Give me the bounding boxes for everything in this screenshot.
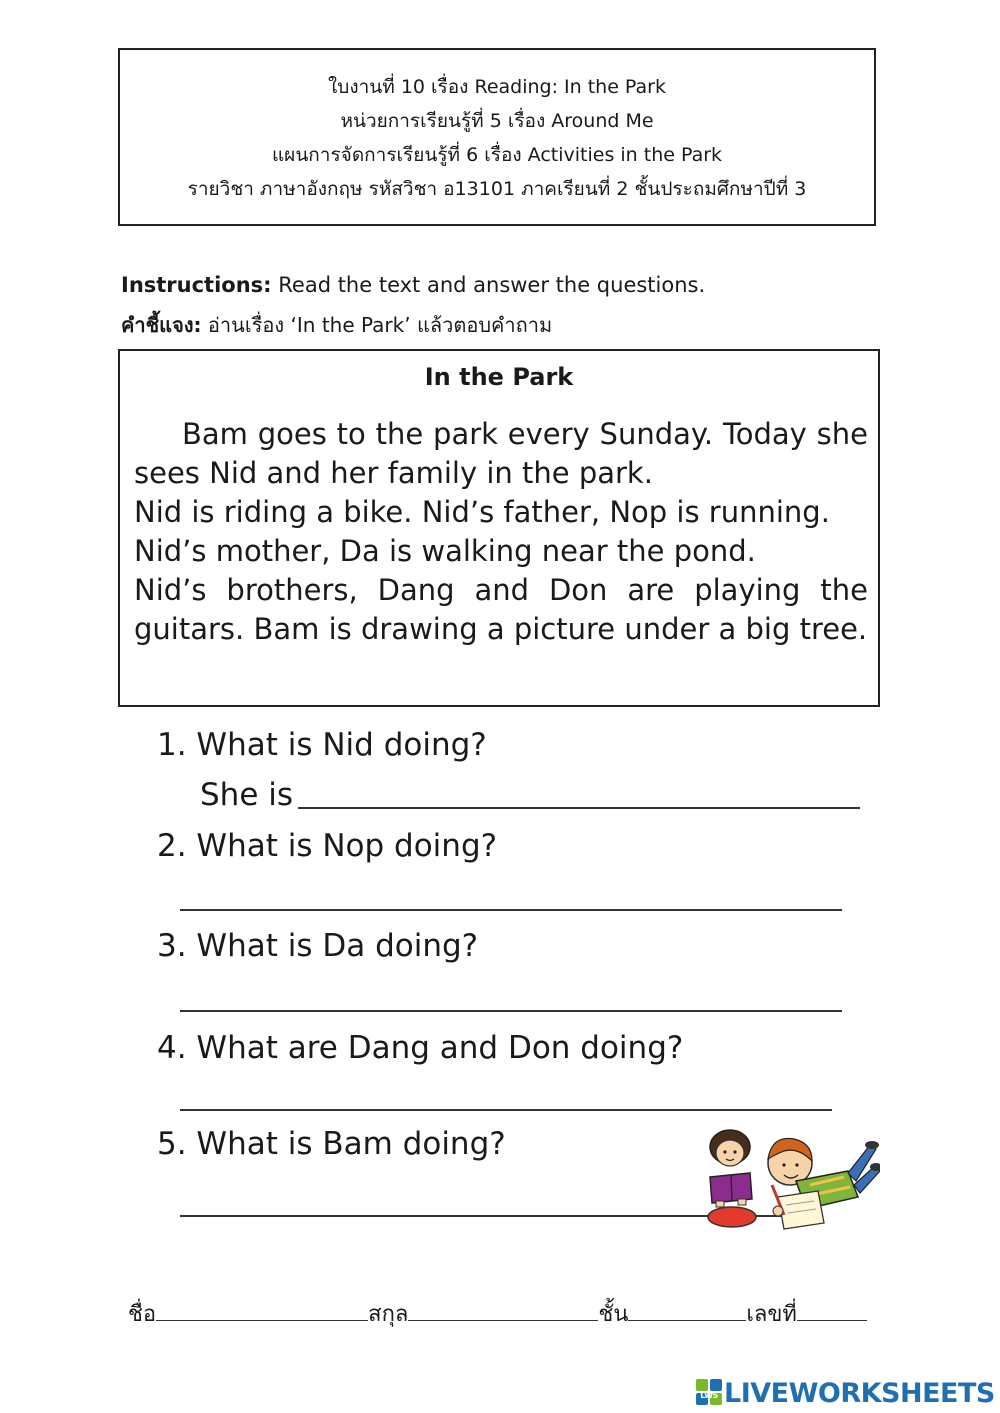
question-4: 4. What are Dang and Don doing?: [157, 1030, 684, 1066]
instructions-english: [121, 273, 705, 297]
surname-label: สกุล: [368, 1302, 409, 1327]
instructions-en-text: Read the text and answer the questions.: [271, 273, 706, 297]
question-1: 1. What is Nid doing?: [157, 727, 487, 763]
number-label: เลขที่: [746, 1302, 797, 1327]
header-line-2: หน่วยการเรียนรู้ที่ 5 เรื่อง Around Me: [340, 110, 654, 132]
number-field[interactable]: [797, 1300, 867, 1321]
question-2: 2. What is Nop doing?: [157, 828, 498, 864]
answer-4-line[interactable]: [180, 1109, 832, 1111]
story-title: In the Park: [424, 363, 574, 391]
class-label: ชั้น: [598, 1302, 629, 1327]
kids-reading-drawing-illustration: [698, 1125, 880, 1231]
story-paragraph-1: Bam goes to the park every Sunday. Today she sees Nid and her family in the park.: [134, 417, 868, 490]
story-box: [118, 349, 880, 707]
story-paragraph-3: Nid’s mother, Da is walking near the pond.: [134, 534, 756, 568]
class-field[interactable]: [628, 1300, 746, 1321]
liveworksheets-mark-icon: [696, 1379, 722, 1405]
worksheet-header-box: [118, 48, 876, 226]
logo-mark-text: LWS: [700, 1391, 718, 1400]
liveworksheets-logo[interactable]: [696, 1378, 995, 1410]
answer-2-line[interactable]: [180, 909, 842, 911]
instructions-th-label: คำชี้แจง:: [121, 313, 202, 337]
answer-1-line[interactable]: [298, 807, 860, 809]
logo-brand-text: LIVEWORKSHEETS: [724, 1378, 995, 1409]
header-line-1: ใบงานที่ 10 เรื่อง Reading: In the Park: [327, 76, 666, 98]
header-line-4: รายวิชา ภาษาอังกฤษ รหัสวิชา อ13101 ภาคเรียนที่ 2 ชั้นประถมศึกษาปีที่ 3: [187, 178, 807, 200]
instructions-thai: [121, 309, 552, 341]
story-paragraph-4: Nid’s brothers, Dang and Don are playing the guitars. Bam is drawing a picture under a big tree.: [134, 573, 868, 646]
name-label: ชื่อ: [128, 1302, 157, 1327]
student-info-footer: [128, 1296, 867, 1331]
answer-1-prefix: She is: [200, 777, 294, 813]
question-5: 5. What is Bam doing?: [157, 1126, 506, 1162]
instructions-en-label: Instructions:: [121, 273, 272, 297]
instructions-th-text: อ่านเรื่อง ‘In the Park’ แล้วตอบคำถาม: [201, 313, 553, 337]
name-field[interactable]: [156, 1300, 368, 1321]
surname-field[interactable]: [408, 1300, 598, 1321]
story-text: [134, 415, 868, 649]
story-paragraph-2: Nid is riding a bike. Nid’s father, Nop is running.: [134, 495, 830, 529]
question-3: 3. What is Da doing?: [157, 928, 479, 964]
answer-3-line[interactable]: [180, 1010, 842, 1012]
header-line-3: แผนการจัดการเรียนรู้ที่ 6 เรื่อง Activities in the Park: [271, 144, 723, 166]
